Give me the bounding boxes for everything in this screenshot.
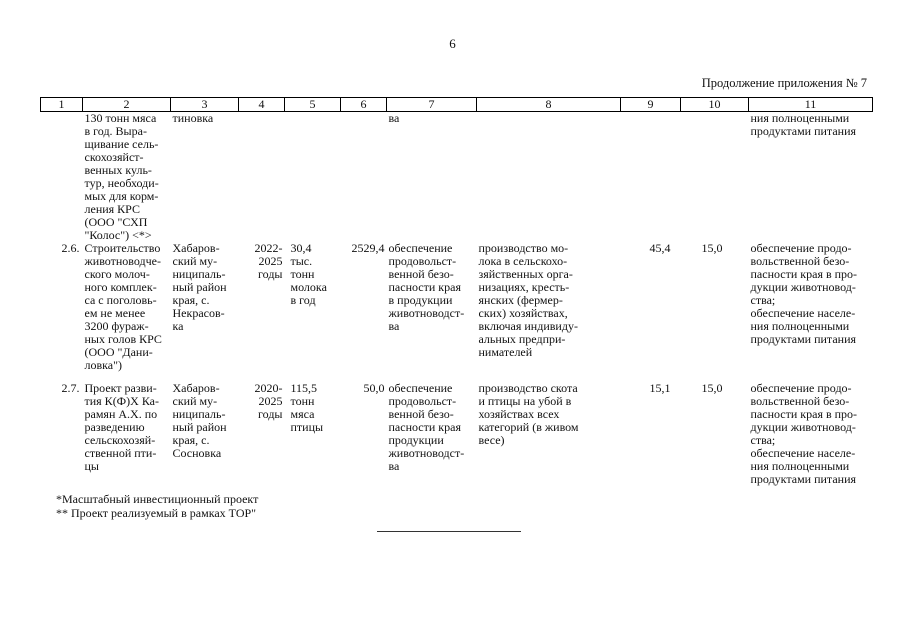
col-header-5: 5	[285, 98, 341, 112]
table-row	[41, 242, 873, 382]
continuation-label: Продолжение приложения № 7	[701, 76, 867, 90]
appendix-table	[40, 97, 873, 486]
col-header-3: 3	[171, 98, 239, 112]
period: 2020- 2025 годы	[254, 381, 283, 421]
period	[239, 112, 285, 243]
table-row	[41, 382, 873, 486]
value-9: 45,4	[649, 241, 671, 255]
col-header-1: 1	[41, 98, 83, 112]
header-row	[41, 98, 873, 112]
value-10: 15,0	[701, 241, 723, 255]
separator-line	[377, 531, 521, 532]
result: обеспечение продо- вольственной безо- пасности края в про- дукции животновод- ства; обеспечение населе- ния полноценными продуктами питания	[750, 381, 858, 486]
row-number	[41, 112, 83, 243]
location: тиновка	[172, 111, 214, 125]
project-name: 130 тонн мяса в год. Выра- щивание сель- скохозяйст- венных куль- тур, необходи- мых для корм- ления КРС (ООО "СХП "Колос") <*>	[84, 111, 159, 242]
col-header-6: 6	[341, 98, 387, 112]
location: Хабаров- ский му- ниципаль- ный район края, с. Некрасов- ка	[172, 241, 227, 333]
footnotes	[56, 492, 258, 520]
indicator: производство мо- лока в сельскохо- зяйственных орга- низациях, кресть- янских (фермер- ских) хозяйствах, включая индивиду- альных предпри- нимателей	[478, 241, 578, 359]
period: 2022- 2025 годы	[254, 241, 283, 281]
col-header-2: 2	[83, 98, 171, 112]
project-name: Строительство животноводче- ского молоч- ного комплек- са с поголовь- ем не менее 3200 фураж- ных голов КРС (ООО "Дани- ловка")	[84, 241, 162, 372]
indicator: производство скота и птицы на убой в хозяйствах всех категорий (в живом весе)	[478, 381, 579, 447]
page-number: 6	[449, 36, 456, 51]
value-9: 15,1	[649, 381, 671, 395]
project-name: Проект разви- тия К(Ф)Х Ка- рамян А.Х. по разведению сельскохозяй- ственной пти- цы	[84, 381, 159, 473]
cost: 2529,4	[351, 241, 385, 255]
table-row	[41, 112, 873, 243]
value-10	[681, 112, 749, 243]
footnote-tor-project: ** Проект реализуемый в рамках ТОР"	[56, 506, 257, 520]
value-10: 15,0	[701, 381, 723, 395]
col-header-10: 10	[681, 98, 749, 112]
location: Хабаров- ский му- ниципаль- ный район края, с. Сосновка	[172, 381, 227, 460]
row-number: 2.6.	[61, 241, 80, 255]
row-number: 2.7.	[61, 381, 80, 395]
goal: обеспечение продовольст- венной безо- пасности края в продукции животноводст- ва	[388, 241, 465, 333]
capacity: 115,5 тонн мяса птицы	[290, 381, 324, 434]
col-header-8: 8	[477, 98, 621, 112]
result: обеспечение продо- вольственной безо- пасности края в про- дукции животновод- ства; обеспечение населе- ния полноценными продуктами питания	[750, 241, 858, 346]
indicator	[477, 112, 621, 243]
value-9	[621, 112, 681, 243]
col-header-7: 7	[387, 98, 477, 112]
cost	[341, 112, 387, 243]
goal: ва	[388, 111, 400, 125]
capacity: 30,4 тыс. тонн молока в год	[290, 241, 327, 307]
col-header-9: 9	[621, 98, 681, 112]
footnote-large-project: *Масштабный инвестиционный проект	[56, 492, 259, 506]
goal: обеспечение продовольст- венной безо- пасности края продукции животноводст- ва	[388, 381, 465, 473]
cost: 50,0	[363, 381, 385, 395]
capacity	[285, 112, 341, 243]
col-header-4: 4	[239, 98, 285, 112]
result: ния полноценными продуктами питания	[750, 111, 857, 138]
col-header-11: 11	[749, 98, 873, 112]
